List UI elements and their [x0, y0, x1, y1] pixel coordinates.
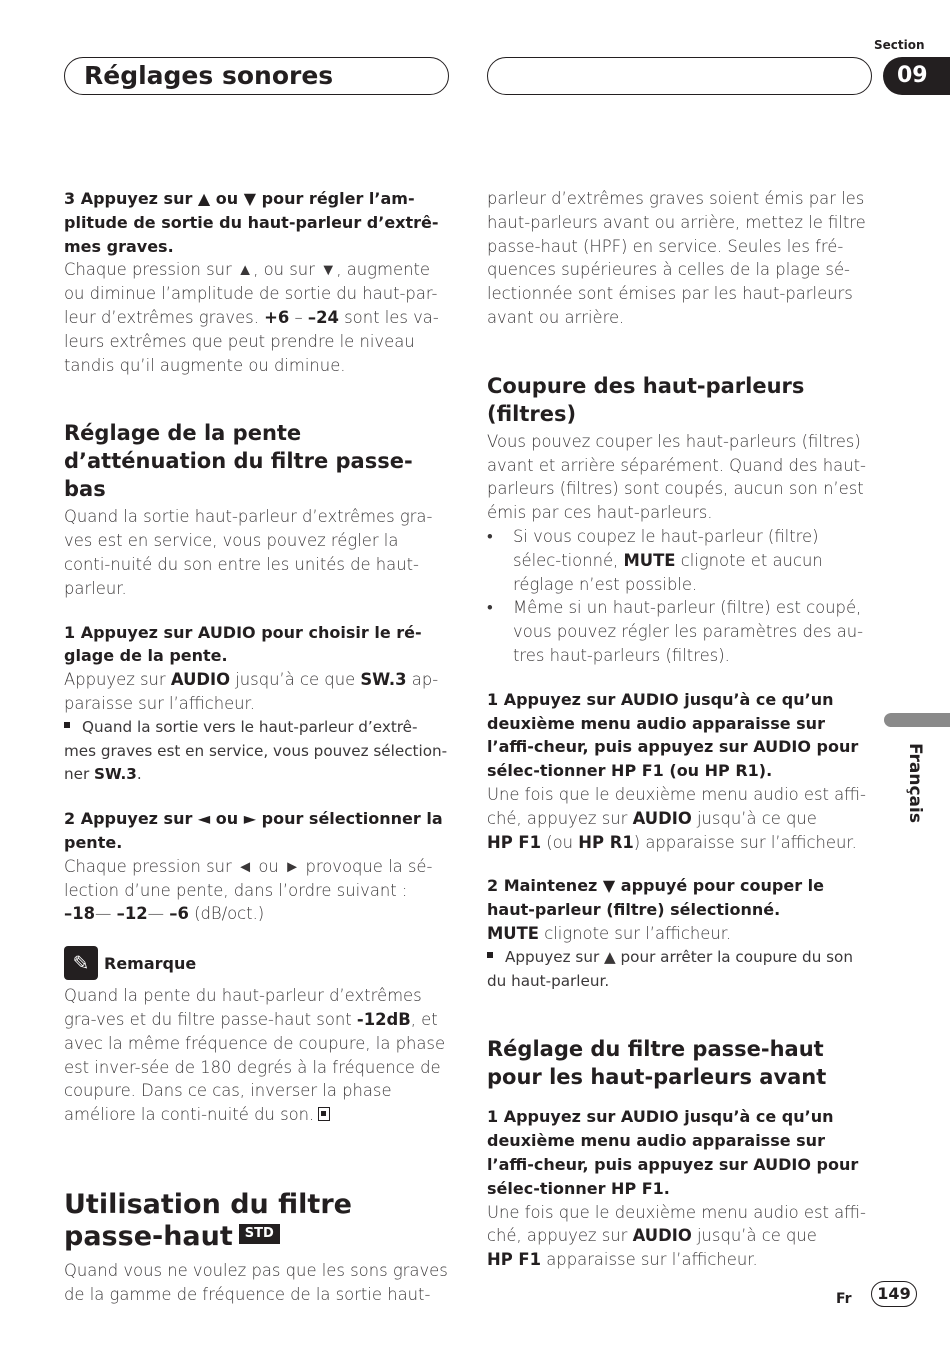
step-3-body: Chaque pression sur ▲, ou sur ▼, augmente ou diminue l’amplitude de sortie du haut-par-leur d’extrêmes graves. +6 – –24 sont les va-leurs extrêmes que peut prendre le niveau tandis qu’il augmente ou diminue.: [64, 260, 439, 375]
footer-lang-code: Fr: [836, 1291, 852, 1307]
step-2-body: Chaque pression sur ◄ ou ► provoque la sé-lection d’une pente, dans l’ordre suivant :: [64, 856, 433, 900]
step-A1-body: Une fois que le deuxième menu audio est affi-ché, appuyez sur AUDIO jusqu’à ce que HP F1 (ou HP R1) apparaisse sur l’afficheur.: [487, 784, 866, 852]
language-tab-bar: [884, 713, 950, 727]
step-1-body: Appuyez sur AUDIO jusqu’à ce que SW.3 ap-paraisse sur l’afficheur.: [64, 670, 439, 713]
pencil-note-icon: ✎: [64, 946, 98, 980]
remarque-body: Quand la pente du haut-parleur d’extrêmes gra-ves et du filtre passe-haut sont -12dB, et avec la même fréquence de coupure, la phase est inver-sée de 180 degrés à la fréquence de coupure. Dans ce cas, inverser la phase améliore la conti-nuité du son.: [64, 986, 446, 1125]
step-A2-body: MUTE clignote sur l’afficheur.: [487, 923, 732, 943]
bullet-item: • Si vous coupez le haut-parleur (filtre) sélec-tionné, MUTE clignote et aucun réglage n’est possible.: [487, 525, 871, 596]
pente-body: Quand la sortie haut-parleur d’extrêmes gra-ves est en service, vous pouvez régler la conti-nuité du son entre les unités de haut-parleur.: [64, 507, 433, 598]
bullet-item: • Même si un haut-parleur (filtre) est coupé, vous pouvez régler les paramètres des au-tres haut-parleurs (filtres).: [487, 596, 871, 667]
heading-pente: Réglage de la pente d’atténuation du filtre passe-bas: [64, 421, 413, 502]
language-label: Français: [905, 743, 925, 823]
right-column: [487, 187, 871, 1272]
bullet-dot-icon: •: [487, 598, 493, 618]
heading-reglage-passe-haut: Réglage du filtre passe-haut pour les haut-parleurs avant: [487, 1037, 827, 1090]
header-blank-frame: [487, 57, 872, 95]
continued-body: parleur d’extrêmes graves soient émis par les haut-parleurs avant ou arrière, mettez le filtre passe-haut (HPF) en service. Seules les fré-quences supérieures à celles de la plage sé-lectionnée sont émises par les haut-parleurs avant ou arrière.: [487, 189, 866, 327]
step-B1-title: 1 Appuyez sur AUDIO jusqu’à ce qu’un deuxième menu audio apparaisse sur l’affi-cheur, puis appuyez sur AUDIO pour sélec-tionner HP F1.: [487, 1107, 859, 1198]
section-number-tab: 09: [883, 57, 950, 95]
page-number: 149: [871, 1281, 917, 1307]
step-2-values: –18— –12— –6 (dB/oct.): [64, 904, 265, 924]
step-1-title: 1 Appuyez sur AUDIO pour choisir le ré-glage de la pente.: [64, 622, 422, 666]
step-1-note: Quand la sortie vers le haut-parleur d’extrê-mes graves est en service, vous pouvez sélection-ner SW.3.: [64, 717, 448, 784]
left-column: [64, 187, 448, 1307]
step-2-title: 2 Appuyez sur ◄ ou ► pour sélectionner la pente.: [64, 809, 443, 852]
remarque-label: Remarque: [104, 953, 197, 973]
page-title: Réglages sonores: [84, 61, 334, 90]
filtre-body: Quand vous ne voulez pas que les sons graves de la gamme de fréquence de la sortie haut-: [64, 1260, 448, 1304]
note-square-icon: [487, 952, 493, 958]
step-3-title: 3 Appuyez sur ▲ ou ▼ pour régler l’am-plitude de sortie du haut-parleur d’extrê-mes graves.: [64, 189, 439, 256]
step-A2-title: 2 Maintenez ▼ appuyé pour couper le haut-parleur (filtre) sélectionné.: [487, 876, 825, 920]
std-badge: STD: [239, 1224, 280, 1244]
remarque-header: [64, 946, 448, 980]
step-A2-note: Appuyez sur ▲ pour arrêter la coupure du son du haut-parleur.: [487, 947, 853, 990]
section-label: Section: [874, 38, 925, 52]
step-B1-body: Une fois que le deuxième menu audio est affi-ché, appuyez sur AUDIO jusqu’à ce que HP F1 apparaisse sur l’afficheur.: [487, 1202, 866, 1270]
step-A1-title: 1 Appuyez sur AUDIO jusqu’à ce qu’un deuxième menu audio apparaisse sur l’affi-cheur, puis appuyez sur AUDIO pour sélec-tionner HP F1 (ou HP R1).: [487, 689, 859, 781]
coupure-body: Vous pouvez couper les haut-parleurs (filtres) avant et arrière séparément. Quand des haut-parleurs (filtres) sont coupés, aucun son n’est émis par ces haut-parleurs.: [487, 431, 866, 523]
end-of-section-icon: [318, 1107, 330, 1121]
bullet-dot-icon: •: [487, 526, 493, 546]
heading-coupure: Coupure des haut-parleurs (filtres): [487, 373, 805, 426]
note-square-icon: [64, 722, 70, 728]
heading-filtre-passe-haut: Utilisation du filtre passe-haut STD: [64, 1188, 352, 1252]
